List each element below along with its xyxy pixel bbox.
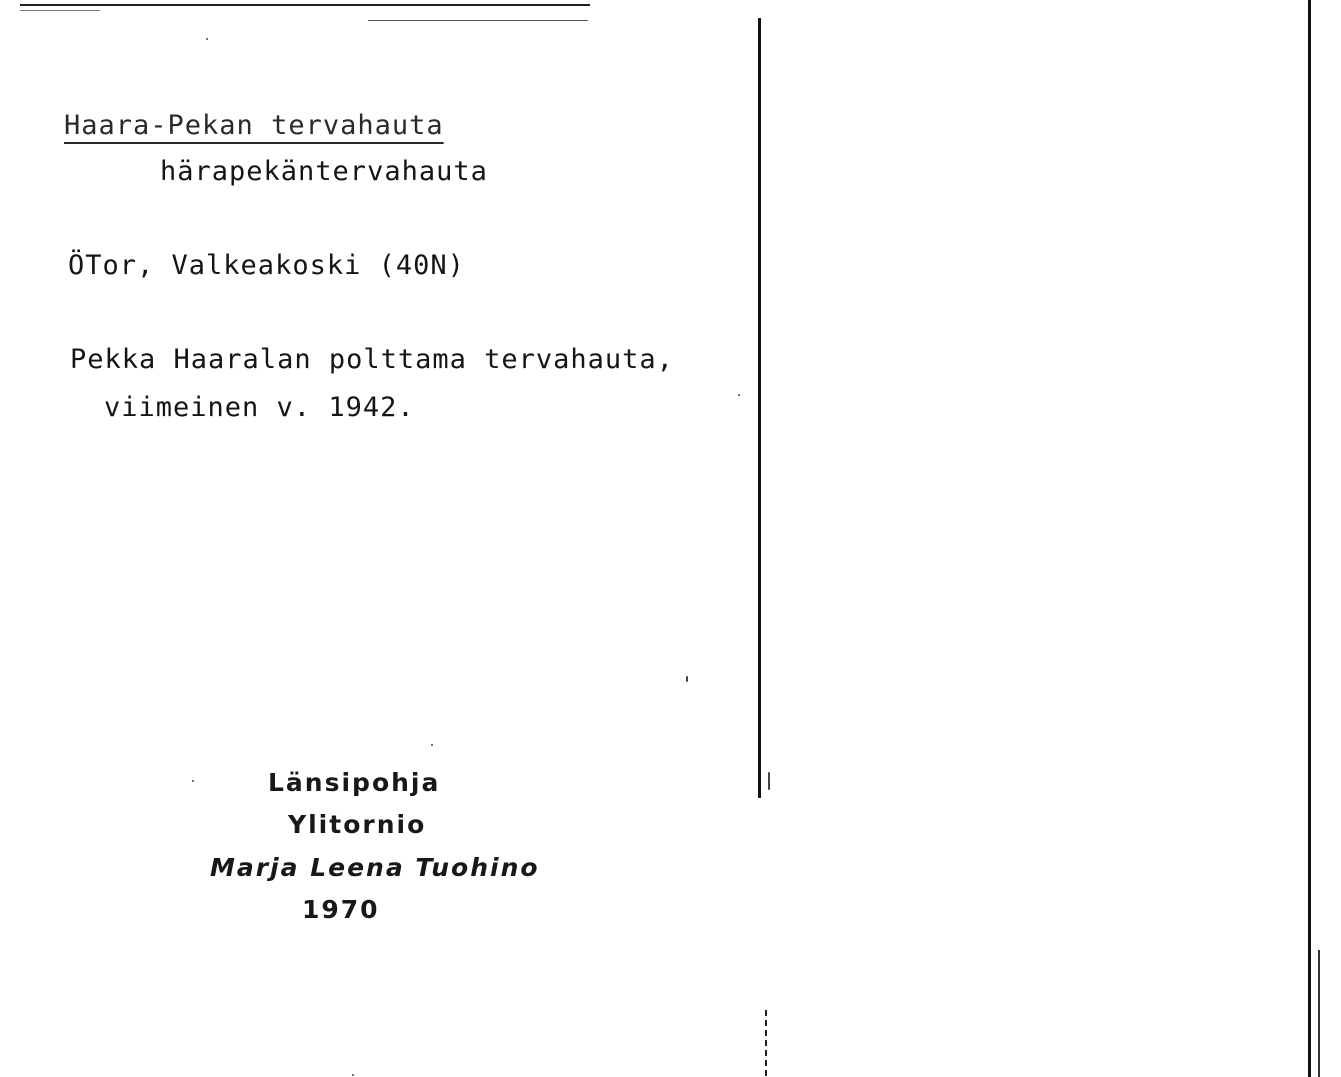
scan-speck — [686, 676, 688, 682]
card-right-edge — [1308, 0, 1311, 1077]
scan-speck — [431, 744, 433, 746]
stamp-region: Länsipohja — [268, 768, 441, 797]
vertical-divider — [758, 18, 761, 798]
scan-edge-line — [20, 10, 100, 11]
card-right-edge-shadow — [1318, 950, 1320, 1077]
scan-speck — [192, 780, 194, 782]
scan-edge-line — [20, 4, 590, 6]
stamp-collector: Marja Leena Tuohino — [210, 853, 540, 882]
scan-speck — [352, 1074, 354, 1076]
headword: Haara-Pekan tervahauta — [64, 110, 444, 141]
stamp-parish: Ylitornio — [288, 810, 427, 839]
scan-speck — [206, 38, 208, 40]
description-line-1: Pekka Haaralan polttama tervahauta, — [70, 344, 674, 375]
scan-speck — [738, 394, 740, 396]
pronunciation: härapekäntervahauta — [160, 156, 488, 187]
location: ÖTor, Valkeakoski (40N) — [68, 250, 465, 281]
scan-speck — [768, 772, 770, 790]
description-line-2: viimeinen v. 1942. — [104, 392, 415, 423]
scan-edge-line — [368, 20, 588, 21]
vertical-divider-fragment — [765, 1010, 767, 1077]
stamp-year: 1970 — [302, 895, 380, 924]
